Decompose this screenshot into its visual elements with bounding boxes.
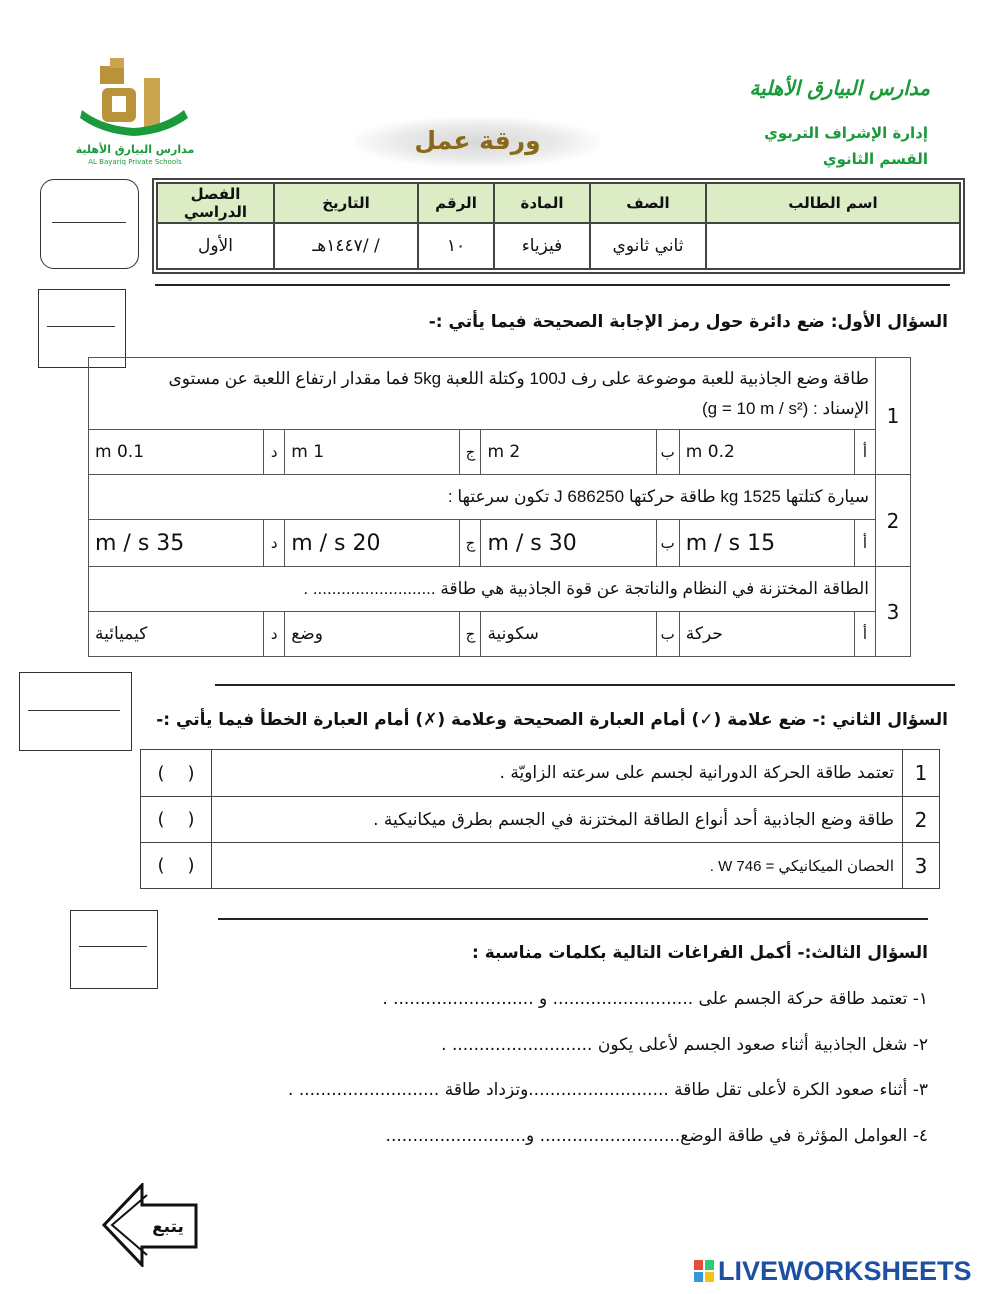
q2-title: السؤال الثاني :- ضع علامة (✓) أمام العبارة الصحيحة وعلامة (✗) أمام العبارة الخطأ فيما يأتي :- [156,710,948,730]
q1-item-number: 1 [876,358,911,475]
option-letter[interactable]: أ [855,612,876,657]
date-value: / /١٤٤٧هـ [274,223,418,269]
option-letter[interactable]: أ [855,430,876,475]
q1-item-1-line-2: الإسناد : (g = 10 m / s²) [702,398,869,418]
option-value[interactable]: 2 m [481,430,656,475]
worksheet-title: ورقة عمل [414,126,541,155]
q2-item-number: 1 [903,750,940,797]
option-value[interactable]: 35 m / s [89,520,264,567]
header-date: التاريخ [274,183,418,223]
liveworksheets-logo-icon [694,1260,716,1284]
q2-score-box[interactable] [19,672,132,751]
option-value[interactable]: 30 m / s [481,520,656,567]
q2-score-line [28,710,120,711]
liveworksheets-brand: LIVEWORKSHEETS [718,1256,972,1286]
q1-item-number: 2 [876,475,911,567]
q3-score-line [79,946,147,947]
answer-mark-field[interactable]: ( ) [141,843,212,889]
header-semester: الفصل الدراسي [157,183,274,223]
option-letter[interactable]: ب [656,612,679,657]
q1-item-text [89,358,876,430]
option-value[interactable]: 15 m / s [679,520,854,567]
q3-title: السؤال الثالث:- أكمل الفراغات التالية بكلمات مناسبة : [471,943,928,963]
fill-item-2[interactable]: ٢- شغل الجاذبية أثناء صعود الجسم لأعلى يكون .......................... . [441,1035,928,1055]
option-value[interactable]: 0.1 m [89,430,264,475]
option-value[interactable]: وضع [285,612,460,657]
header-subject: المادة [494,183,590,223]
option-value[interactable]: حركة [679,612,854,657]
divider [218,918,928,920]
option-letter[interactable]: ب [656,520,679,567]
fill-item-1[interactable]: ١- تعتمد طاقة حركة الجسم على .......................... و .......................... . [382,989,928,1009]
option-letter[interactable]: أ [855,520,876,567]
q1-score-line [47,326,115,327]
divider [155,284,950,286]
header-student-name: اسم الطالب [706,183,960,223]
q2-table [140,749,940,889]
q2-statement: طاقة وضع الجاذبية أحد أنواع الطاقة المختزنة في الجسم بطرق ميكانيكية . [212,797,903,843]
student-info-table [156,182,961,270]
fill-item-3[interactable]: ٣- أثناء صعود الكرة لأعلى تقل طاقة ..........................وتزداد طاقة .......................... . [288,1080,928,1100]
number-value: ١٠ [418,223,494,269]
dept-line-2: القسم الثانوي [822,150,928,168]
semester-value: الأول [157,223,274,269]
student-name-field[interactable] [706,223,960,269]
q2-item-number: 2 [903,797,940,843]
option-letter[interactable]: ج [460,520,481,567]
header-number: الرقم [418,183,494,223]
q2-statement: الحصان الميكانيكي = 746 W . [212,843,903,889]
option-value[interactable]: سكونية [481,612,656,657]
dept-line-1: إدارة الإشراف التربوي [764,124,928,142]
option-letter[interactable]: د [264,520,285,567]
school-name: مدارس البيارق الأهلية [749,76,930,100]
header-grade: الصف [590,183,706,223]
answer-mark-field[interactable]: ( ) [141,750,212,797]
q1-item-number: 3 [876,567,911,657]
option-letter[interactable]: د [264,430,285,475]
grade-value: ثاني ثانوي [590,223,706,269]
total-score-box[interactable] [40,179,139,269]
option-value[interactable]: 1 m [285,430,460,475]
q2-statement: تعتمد طاقة الحركة الدورانية لجسم على سرعته الزاويّة . [212,750,903,797]
option-letter[interactable]: د [264,612,285,657]
department [764,120,928,172]
total-score-line [52,222,126,223]
q1-item-1-line-1: طاقة وضع الجاذبية للعبة موضوعة على رف 100J وكتلة اللعبة 5kg فما مقدار ارتفاع اللعبة عن مستوى [168,368,869,388]
q1-item-text: الطاقة المختزنة في النظام والناتجة عن قوة الجاذبية هي طاقة .......................... . [89,567,876,612]
logo-school-name: مدارس البيارق الأهلية [75,143,195,156]
option-value[interactable]: 0.2 m [679,430,854,475]
answer-mark-field[interactable]: ( ) [141,797,212,843]
q3-score-box[interactable] [70,910,158,989]
subject-value: فيزياء [494,223,590,269]
q1-table [88,357,911,657]
option-value[interactable]: كيميائية [89,612,264,657]
logo-school-name-en: AL Bayariq Private Schools [88,158,182,166]
option-value[interactable]: 20 m / s [285,520,460,567]
q1-item-text: سيارة كتلتها 1525 kg طاقة حركتها 686250 J تكون سرعتها : [89,475,876,520]
divider [215,684,955,686]
continue-label[interactable]: يتبع [152,1217,184,1237]
q2-item-number: 3 [903,843,940,889]
option-letter[interactable]: ج [460,430,481,475]
option-letter[interactable]: ج [460,612,481,657]
option-letter[interactable]: ب [656,430,679,475]
q1-title: السؤال الأول: ضع دائرة حول رمز الإجابة الصحيحة فيما يأتي :- [428,312,948,332]
fill-item-4[interactable]: ٤- العوامل المؤثرة في طاقة الوضع.......................... و.......................... [385,1126,928,1146]
